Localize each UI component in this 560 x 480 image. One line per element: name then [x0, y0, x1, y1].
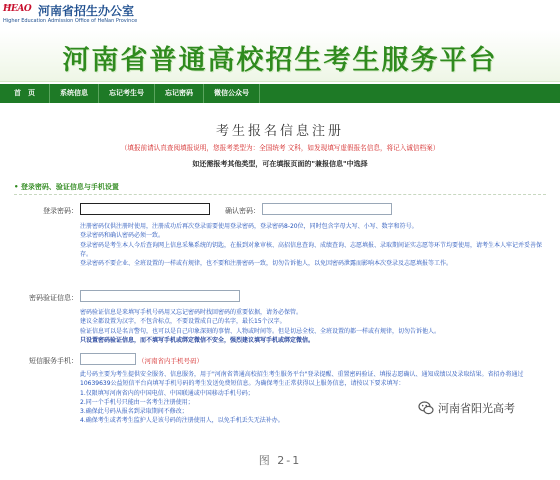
banner-title: 河南省普通高校招生考生服务平台: [62, 45, 498, 76]
top-bar: [0, 0, 560, 30]
nav-item-forgot-password[interactable]: 忘记密码: [155, 84, 204, 103]
watermark-text: 河南省阳光高考: [438, 402, 515, 415]
verify-help: 密码验证信息是来填写手机号码用又忘记密码时找回密码的重要依据，请务必保管。 建议全都设置为汉字，不包含标点，不要设置成自己的名字，最长15个汉字。 验证信息可以是名言警句，也可以是自己印象深刻的事情、人物或时间等。但是切忌全校、全班设置的都一样或有规律，切勿告诉他人。 只设置密码验证信息，而不填写手机或绑定微信不安全，强烈建议填写手机或绑定微信。: [80, 309, 441, 344]
site-banner: [0, 30, 560, 82]
nav-item-system-info[interactable]: 系统信息: [50, 84, 99, 103]
phone-input[interactable]: [80, 353, 136, 365]
nav-item-home[interactable]: 首 页: [0, 84, 50, 103]
heao-logo: ĦEAO: [3, 4, 32, 14]
confirm-password-label: 确认密码：: [225, 207, 260, 215]
office-name: 河南省招生办公室: [38, 4, 135, 18]
nav-item-forgot-id[interactable]: 忘记考生号: [99, 84, 155, 103]
red-notice: （填报前请认真查阅填报说明，您报考类型为：全国统考 文科，如发现填写虚假报名信息，将记入诚信档案）: [120, 144, 440, 152]
nav-item-wechat[interactable]: 微信公众号: [204, 84, 260, 103]
password-help: 注册密码仅供注册时使用，注册成功后再次登录需要使用登录密码，登录密码8-20位，同时包含字母大写、小写、数字和符号。 登录密码和确认密码必须一致。 登录密码是考生本人今后查询网上信息采集系统的钥匙，在报到对象审核、高招信息查询、成绩查询、志愿填报、录取期间证实志愿等环节均要使用，请考生本人牢记并妥善保存。 登录密码不要企业、全班设置的一样或有规律，也不要和注册密码一致，切勿告诉他人，以免因密码泄露而影响本次登录及志愿填报等工作。: [80, 223, 543, 268]
password-label: 登录密码：: [43, 207, 78, 215]
figure-caption: 图 2-1: [258, 454, 302, 467]
phone-hint: （河南省内手机号码）: [138, 357, 203, 365]
wechat-icon: [418, 400, 434, 416]
office-name-en: Higher Education Admission Office of HeNan Province: [3, 18, 138, 24]
page-title: 考生报名信息注册: [215, 124, 344, 139]
verify-info-label: 密码验证信息：: [29, 294, 78, 302]
password-input[interactable]: [80, 203, 210, 215]
phone-help: 此号码主要为考生提供安全服务、信息服务，用于"河南省普通高校招生考生服务平台"登录提醒、重置密码验证、填报志愿确认、通知成绩以及录取结果。省招办将通过10639639公益短信平台向填写手机号码的考生发送免费短信息。为确保考生正常获得以上服务信息，请按以下要求填写： 1.仅限填写河南省内的中国电信、中国联通或中国移动手机号码； 2.同一个手机号只能由一名考生注册使用； 3.确保此号码从报名到录取期间不修改； 4.确保考生或者考生监护人是该号码的注册使用人，以免手机丢失无法补办。: [80, 371, 524, 425]
wechat-watermark: [418, 400, 515, 416]
section-divider: [14, 194, 546, 195]
extra-notice: 如还需报考其他类型，可在填报页面的"兼报信息"中选择: [192, 160, 368, 168]
main-nav: [0, 84, 560, 103]
section-heading: • 登录密码、验证信息与手机设置: [14, 183, 119, 191]
verify-info-input[interactable]: [80, 290, 240, 302]
confirm-password-input[interactable]: [262, 203, 392, 215]
phone-label: 短信服务手机：: [29, 357, 78, 365]
